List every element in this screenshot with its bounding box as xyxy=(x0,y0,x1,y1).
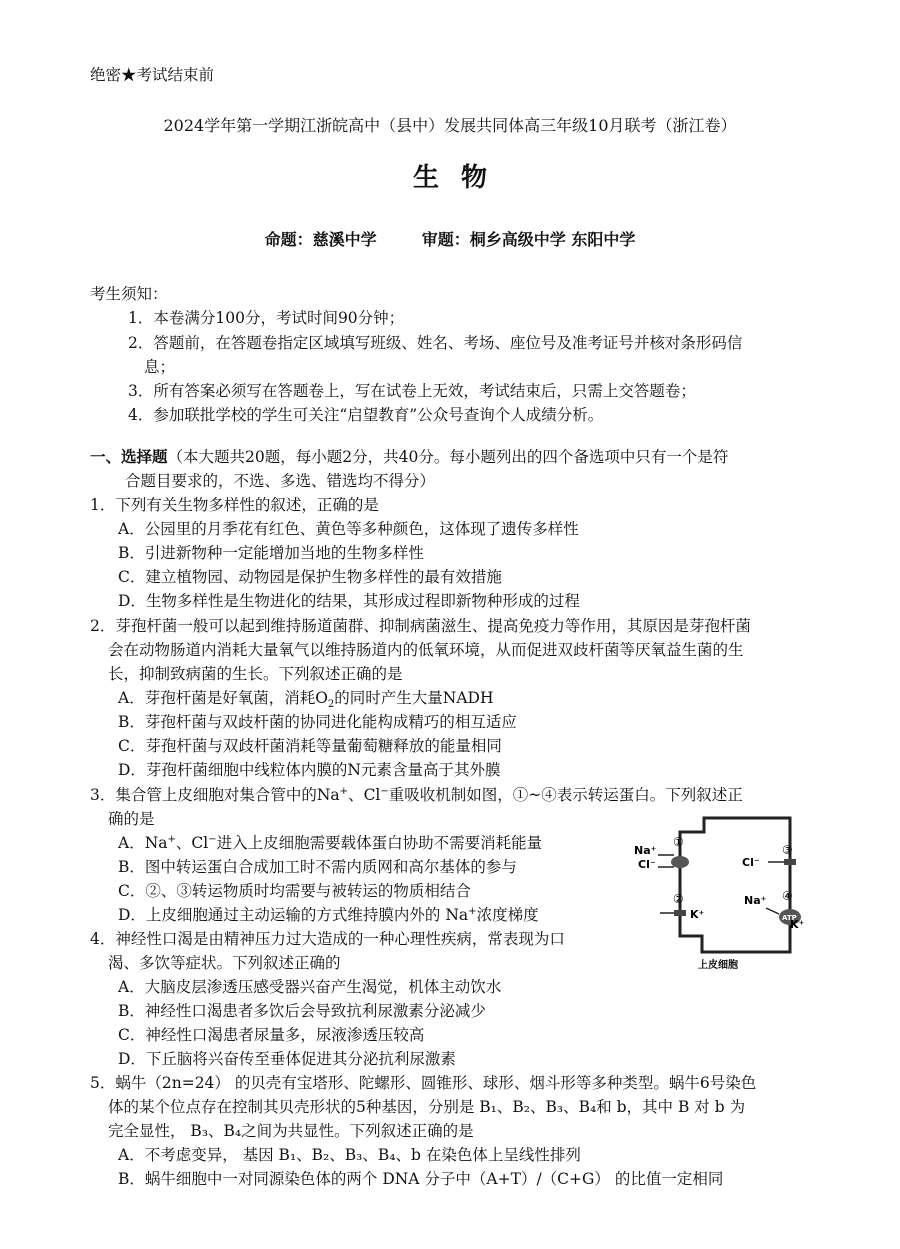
q2-a-text-end: 的同时产生大量NADH xyxy=(334,689,494,707)
q5-stem-2: 体的某个位点存在控制其贝壳形状的5种基因，分别是 B₁、B₂、B₃、B₄和 b，其中 B 对 b 为 xyxy=(108,1098,746,1116)
transporter-2 xyxy=(674,910,686,916)
confidential-label: 绝密★考试结束前 xyxy=(90,66,215,84)
q1-option-d: D．生物多样性是生物进化的结果，其形成过程即新物种形成的过程 xyxy=(118,592,580,610)
section-heading xyxy=(90,446,728,468)
q1-option-b: B．引进新物种一定能增加当地的生物多样性 xyxy=(118,544,424,562)
q5-option-b: B．蜗牛细胞中一对同源染色体的两个 DNA 分子中（A+T）/（C+G） 的比值一定相同 xyxy=(118,1170,724,1188)
q1-option-a: A．公园里的月季花有红色、黄色等多种颜色，这体现了遗传多样性 xyxy=(118,520,579,538)
proposer: 命题：慈溪中学 xyxy=(264,230,377,249)
q2-option-b: B．芽孢杆菌与双歧杆菌的协同进化能构成精巧的相互适应 xyxy=(118,713,517,731)
notice-item-2: 2．答题前，在答题卷指定区域填写班级、姓名、考场、座位号及准考证号并核对条形码信 xyxy=(128,334,743,352)
notice-item-3: 3．所有答案必须写在答题卷上，写在试卷上无效，考试结束后，只需上交答题卷； xyxy=(128,382,696,400)
q2-option-c: C．芽孢杆菌与双歧杆菌消耗等量葡萄糖释放的能量相同 xyxy=(118,737,502,755)
label-cl-left: Cl⁻ xyxy=(638,858,656,871)
authors-line xyxy=(0,229,900,251)
section-desc: （本大题共20题，每小题2分，共40分。每小题列出的四个备选项中只有一个是符 xyxy=(167,448,729,466)
notice-item-1: 1．本卷满分100分，考试时间90分钟； xyxy=(128,309,405,327)
transporter-1 xyxy=(671,856,689,868)
notice-heading: 考生须知： xyxy=(90,285,168,303)
arrow-na-out xyxy=(766,908,779,914)
q3-stem-1 xyxy=(90,784,743,806)
q3-stem-c: 重吸收机制如图，①~④表示转运蛋白。下列叙述正 xyxy=(388,786,743,804)
label-cl-right: Cl⁻ xyxy=(742,856,760,869)
q4-option-a: A．大脑皮层渗透压感受器兴奋产生渴觉，机体主动饮水 xyxy=(118,978,502,996)
q4-stem-1: 4．神经性口渴是由精神压力过大造成的一种心理性疾病，常表现为口 xyxy=(90,930,565,948)
label-na-right: Na⁺ xyxy=(744,894,767,907)
q3-option-c: C．②、③转运物质时均需要与被转运的物质相结合 xyxy=(118,882,471,900)
q1-option-c: C．建立植物园、动物园是保护生物多样性的最有效措施 xyxy=(118,568,502,586)
reviewer: 审题：桐乡高级中学 东阳中学 xyxy=(421,230,636,249)
q2-a-sub: 2 xyxy=(327,699,335,711)
q3-a-3: 进入上皮细胞需要载体蛋白协助不需要消耗能量 xyxy=(216,834,543,852)
epithelial-cell-diagram xyxy=(630,810,808,972)
marker-4: ④ xyxy=(782,889,793,903)
q3-stem-b: 、Cl xyxy=(348,786,381,804)
q3-option-b: B．图中转运蛋白合成加工时不需内质网和高尔基体的参与 xyxy=(118,858,517,876)
marker-2: ② xyxy=(673,892,684,906)
atp-label: ATP xyxy=(782,914,797,922)
q4-option-c: C．神经性口渴患者尿量多，尿液渗透压较高 xyxy=(118,1026,425,1044)
q3-sup-plus: + xyxy=(339,785,349,797)
q3-d-sup-plus: + xyxy=(468,905,477,917)
q3-option-d xyxy=(118,904,539,926)
q2-option-a xyxy=(118,687,493,709)
q2-stem-1: 2．芽孢杆菌一般可以起到维持肠道菌群、抑制病菌滋生、提高免疫力等作用，其原因是芽孢杆菌 xyxy=(90,617,751,635)
q3-stem-2: 确的是 xyxy=(108,810,155,828)
q3-a-1: A．Na xyxy=(118,834,168,852)
q3-d-1: D．上皮细胞通过主动运输的方式维持膜内外的 Na xyxy=(118,906,469,924)
q3-stem-a: 3．集合管上皮细胞对集合管中的Na xyxy=(90,786,340,804)
q3-a-sup-minus: − xyxy=(208,833,217,845)
q5-stem-1: 5．蜗牛（2n=24） 的贝壳有宝塔形、陀螺形、圆锥形、球形、烟斗形等多种类型。蜗牛6号染色 xyxy=(90,1074,757,1092)
q3-option-a xyxy=(118,832,542,854)
q1-stem: 1．下列有关生物多样性的叙述，正确的是 xyxy=(90,496,379,514)
q3-sup-minus: − xyxy=(380,785,389,797)
label-k-left: K⁺ xyxy=(690,908,705,921)
q3-a-2: 、Cl xyxy=(175,834,209,852)
subject-title: 生物 xyxy=(412,163,509,193)
marker-3: ③ xyxy=(782,843,793,857)
marker-1: ① xyxy=(673,835,684,849)
notice-item-2-cont: 息； xyxy=(144,358,176,376)
q4-option-b: B．神经性口渴患者多饮后会导致抗利尿激素分泌减少 xyxy=(118,1002,486,1020)
q5-option-a: A．不考虑变异， 基因 B₁、B₂、B₃、B₄、b 在染色体上呈线性排列 xyxy=(118,1146,581,1164)
q2-option-d: D．芽孢杆菌细胞中线粒体内膜的N元素含量高于其外膜 xyxy=(118,761,501,779)
label-k-right: K⁺ xyxy=(790,918,805,931)
notice-item-4: 4．参加联批学校的学生可关注“启望教育”公众号查询个人成绩分析。 xyxy=(128,406,604,424)
q4-option-d: D．下丘脑将兴奋传至垂体促进其分泌抗利尿激素 xyxy=(118,1050,456,1068)
q2-stem-3: 长，抑制致病菌的生长。下列叙述正确的是 xyxy=(108,665,403,683)
label-na-left: Na⁺ xyxy=(634,844,657,857)
exam-title: 2024学年第一学期江浙皖高中（县中）发展共同体高三年级10月联考（浙江卷） xyxy=(163,116,737,135)
transporter-3 xyxy=(784,859,796,865)
section-desc-cont: 合题目要求的，不选、多选、错选均不得分） xyxy=(125,472,436,490)
section-title: 一、选择题 xyxy=(90,448,168,466)
q2-stem-2: 会在动物肠道内消耗大量氧气以维持肠道内的低氧环境，从而促进双歧杆菌等厌氧益生菌的生 xyxy=(108,641,744,659)
q2-a-text: A．芽孢杆菌是好氧菌，消耗O xyxy=(118,689,328,707)
q5-stem-3: 完全显性， B₃、B₄之间为共显性。下列叙述正确的是 xyxy=(108,1122,474,1140)
q3-a-sup-plus: + xyxy=(167,833,176,845)
q4-stem-2: 渴、多饮等症状。下列叙述正确的 xyxy=(108,954,341,972)
diagram-caption: 上皮细胞 xyxy=(698,960,738,971)
cell-membrane xyxy=(680,818,790,952)
q3-d-2: 浓度梯度 xyxy=(476,906,539,924)
